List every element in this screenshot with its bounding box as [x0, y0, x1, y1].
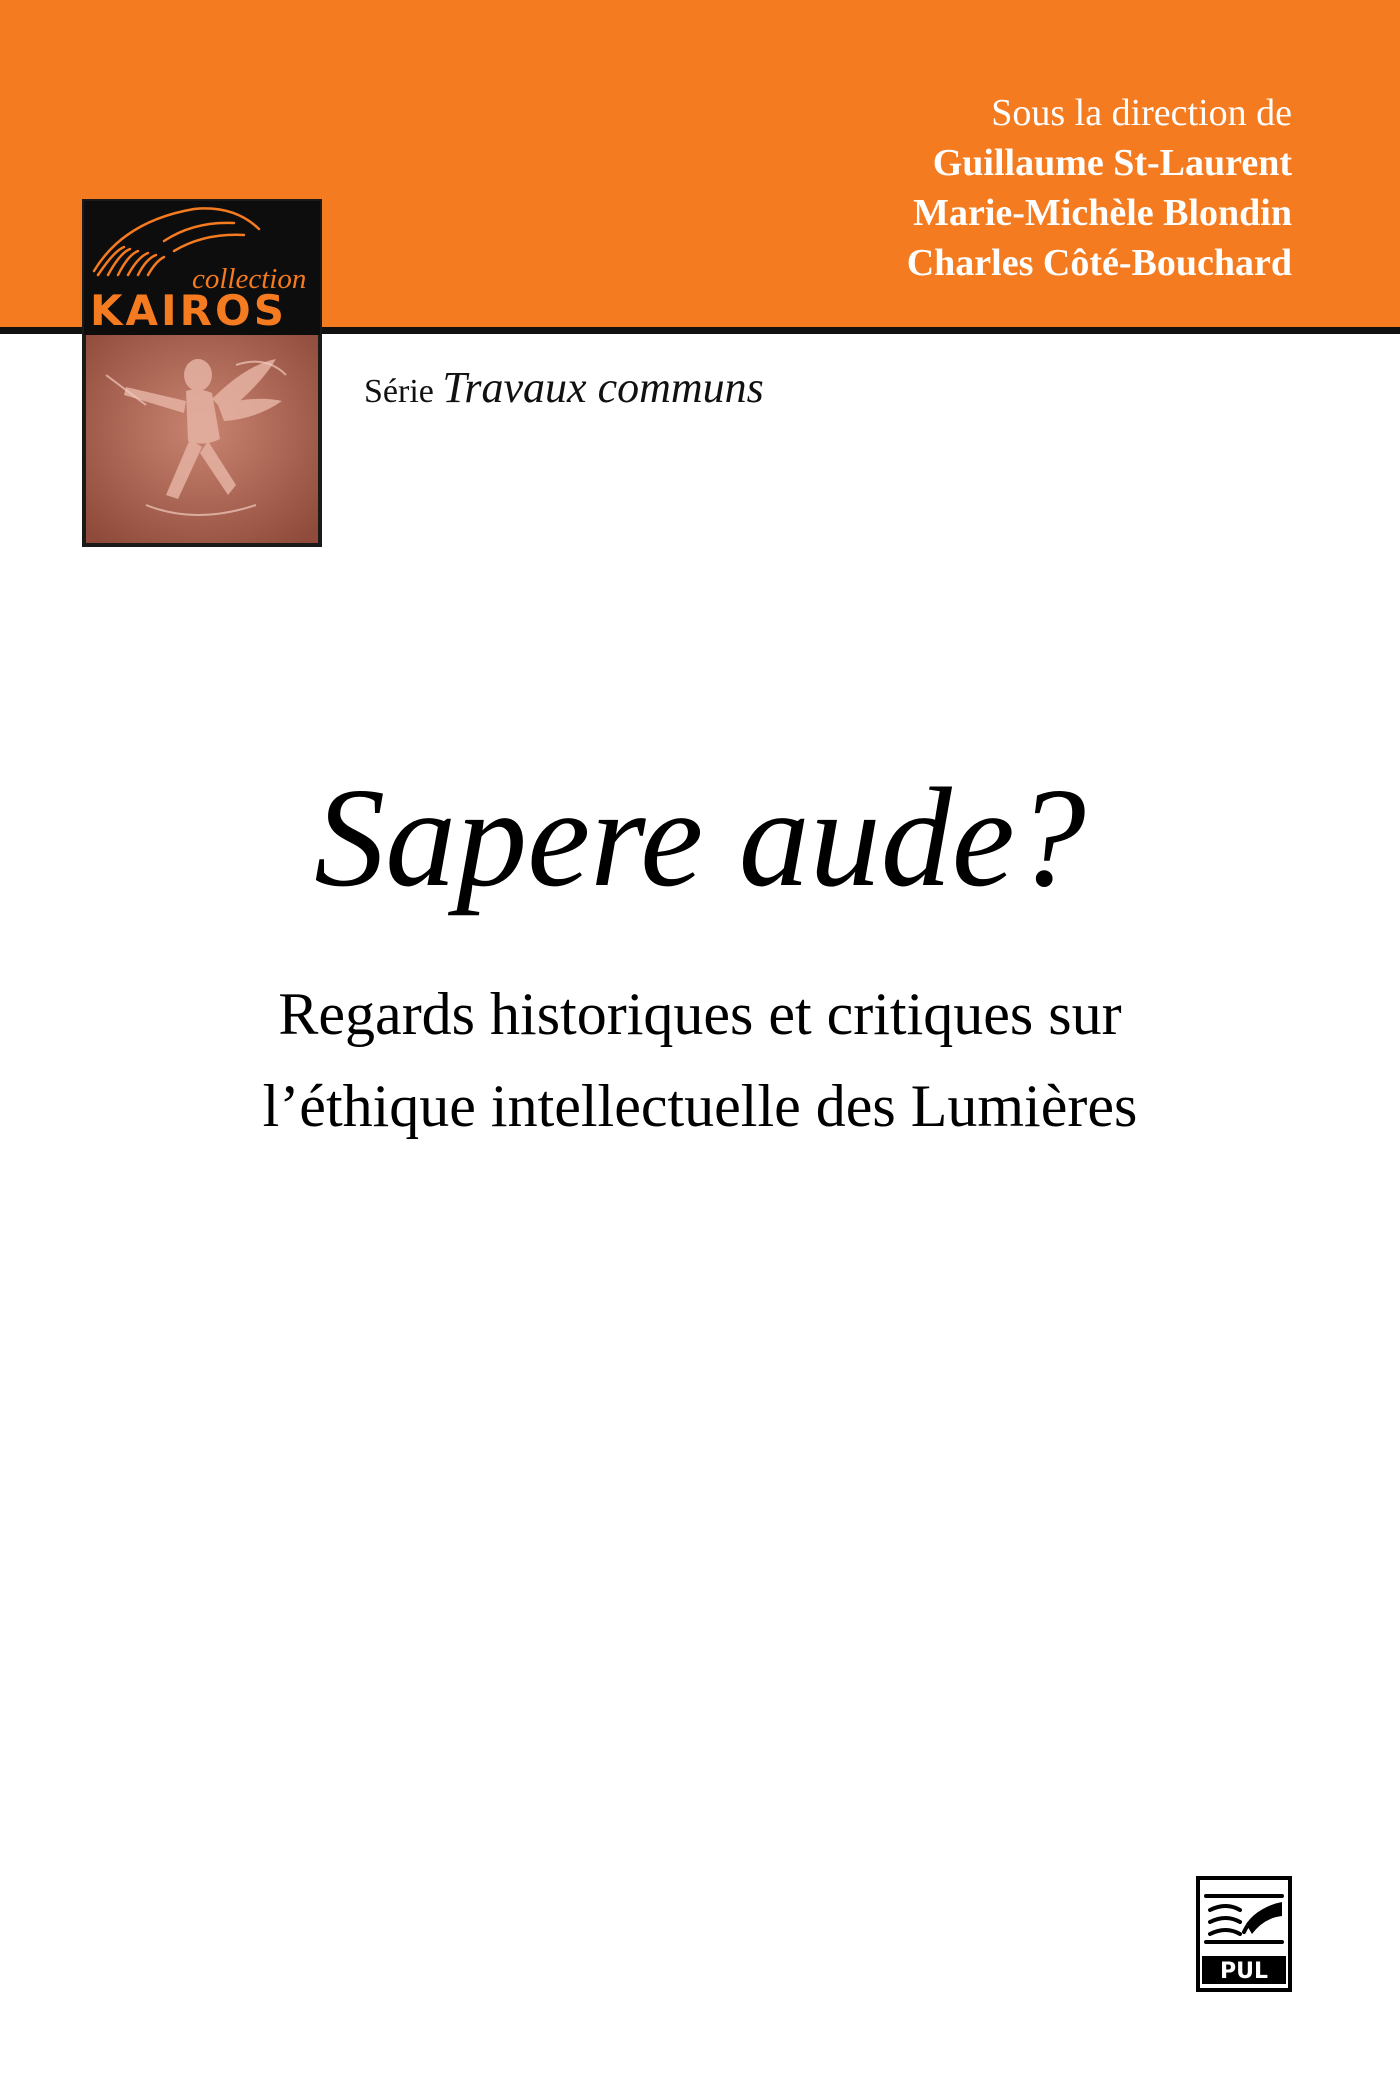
pul-publisher-logo	[1196, 1876, 1292, 1992]
publisher-name: PUL	[1219, 1959, 1269, 1984]
series-line	[364, 362, 764, 413]
editor-name: Charles Côté-Bouchard	[906, 242, 1292, 284]
subtitle-line: l’éthique intellectuelle des Lumières	[262, 1073, 1138, 1139]
kairos-relief-image	[86, 335, 318, 543]
series-name: Travaux communs	[442, 363, 764, 412]
editor-name: Marie-Michèle Blondin	[913, 192, 1292, 234]
book-title: Sapere aude?	[314, 758, 1086, 916]
book-subtitle	[0, 968, 1400, 1152]
subtitle-line: Regards historiques et critiques sur	[278, 981, 1122, 1047]
collection-kairos-logo	[82, 199, 322, 547]
direction-label: Sous la direction de	[991, 92, 1292, 134]
editor-name: Guillaume St-Laurent	[932, 142, 1292, 184]
relief-figure-icon	[86, 335, 318, 543]
logo-header	[84, 201, 320, 335]
editors-block	[907, 88, 1292, 288]
logo-collection-name: KAIROS	[90, 286, 287, 335]
series-prefix: Série	[364, 373, 434, 410]
logo-collection-label: collection	[192, 263, 307, 295]
